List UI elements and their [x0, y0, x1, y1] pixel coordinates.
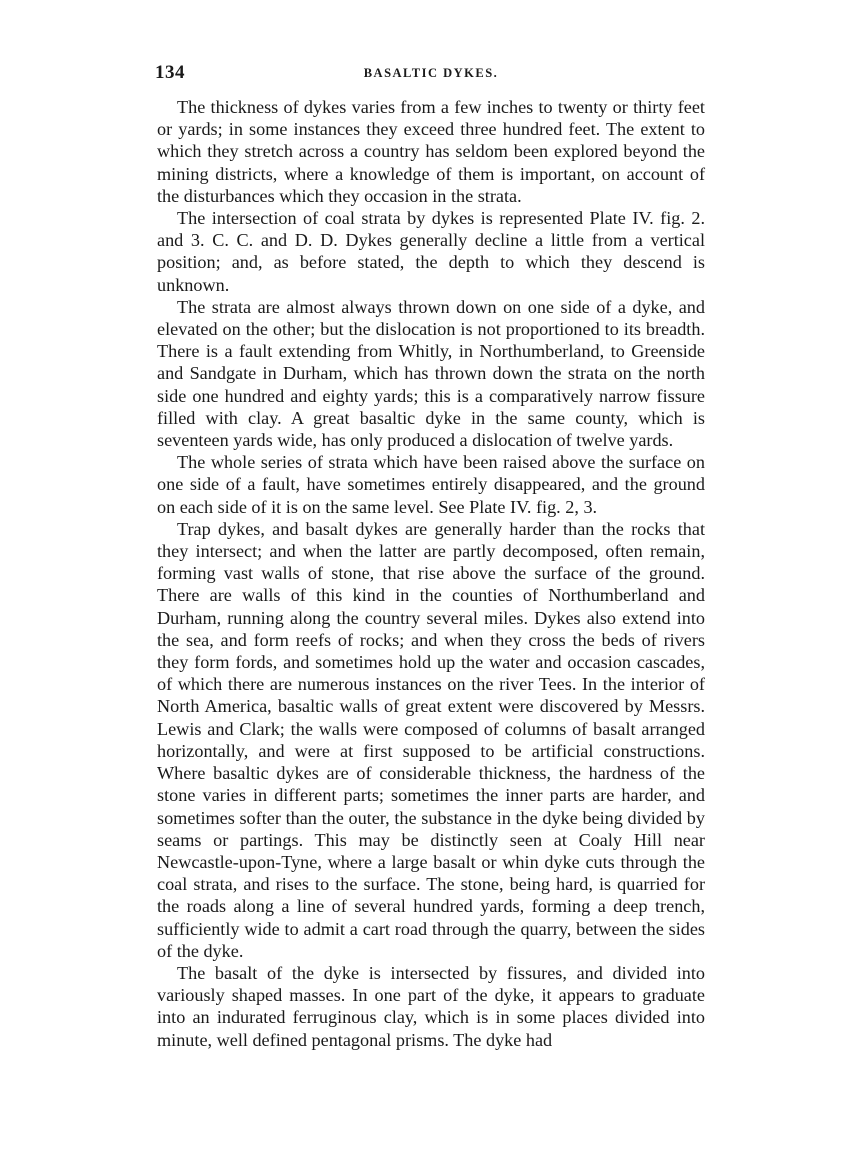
paragraph: The strata are almost always thrown down on one side of a dyke, and elevated on the other; but the dislocation is not proportioned to its breadth. There is a fault extending from Whitly, in Northumberland, to Greenside and Sandgate in Durham, which has thrown down the strata on the north side one hundred and eighty yards; this is a comparatively narrow fissure filled with clay. A great basaltic dyke in the same county, which is seventeen yards wide, has only produced a dislocation of twelve yards.: [157, 296, 705, 451]
body-text: [157, 96, 705, 1051]
paragraph: The intersection of coal strata by dykes is represented Plate IV. fig. 2. and 3. C. C. and D. D. Dykes generally decline a little from a vertical position; and, as before stated, the depth to which they descend is unknown.: [157, 208, 705, 295]
paragraph: The basalt of the dyke is intersected by fissures, and divided into variously shaped masses. In one part of the dyke, it appears to graduate into an indurated ferruginous clay, which is in some places divided into minute, well defined pentagonal prisms. The dyke had: [157, 962, 705, 1050]
page-number: 134: [155, 62, 185, 83]
paragraph: The thickness of dykes varies from a few inches to twenty or thirty feet or yards; in some instances they exceed three hundred feet. The extent to which they stretch across a country has seldom been explored beyond the mining districts, where a knowledge of them is important, on account of the disturbances which they occasion in the strata.: [157, 97, 705, 206]
running-title: BASALTIC DYKES.: [363, 66, 499, 80]
book-page: [157, 58, 705, 1051]
running-head: [157, 58, 705, 88]
paragraph: The whole series of strata which have been raised above the surface on one side of a fault, have sometimes entirely disappeared, and the ground on each side of it is on the same level. See Plate IV. fig. 2, 3.: [157, 452, 705, 517]
paragraph: Trap dykes, and basalt dykes are generally harder than the rocks that they intersect; and when the latter are partly decomposed, often remain, forming vast walls of stone, that rise above the surface of the ground. There are walls of this kind in the counties of Northumberland and Durham, running along the country several miles. Dykes also extend into the sea, and form reefs of rocks; and when they cross the beds of rivers they form fords, and sometimes hold up the water and occasion cascades, of which there are numerous instances on the river Tees. In the interior of North America, basaltic walls of great extent were discovered by Messrs. Lewis and Clark; the walls were composed of columns of basalt arranged horizontally, and were at first supposed to be artificial constructions. Where basaltic dykes are of considerable thickness, the hardness of the stone varies in different parts; sometimes the inner parts are harder, and sometimes softer than the outer, the substance in the dyke being divided by seams or partings. This may be distinctly seen at Coaly Hill near Newcastle-upon-Tyne, where a large basalt or whin dyke cuts through the coal strata, and rises to the surface. The stone, being hard, is quarried for the roads along a line of several hundred yards, forming a deep trench, sufficiently wide to admit a cart road through the quarry, between the sides of the dyke.: [157, 518, 705, 961]
